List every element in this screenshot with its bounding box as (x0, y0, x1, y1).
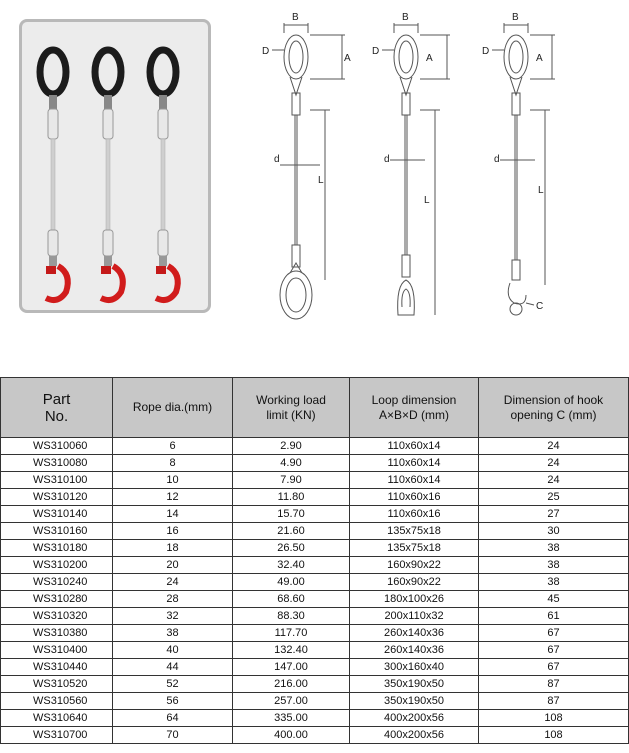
cell-loop: 260x140x36 (350, 642, 479, 659)
cell-part: WS310700 (1, 727, 113, 744)
header-rope-dia (113, 378, 233, 438)
table-row (1, 591, 629, 608)
dimension-letters (262, 12, 544, 312)
cell-hook: 24 (479, 472, 629, 489)
cell-rope: 28 (113, 591, 233, 608)
cell-hook: 38 (479, 574, 629, 591)
cell-rope: 12 (113, 489, 233, 506)
label-l3: L (538, 185, 544, 196)
cell-part: WS310200 (1, 557, 113, 574)
header-load-line2: limit (KN) (266, 407, 316, 422)
cell-load: 4.90 (233, 455, 350, 472)
cell-rope: 20 (113, 557, 233, 574)
cell-part: WS310100 (1, 472, 113, 489)
cell-rope: 8 (113, 455, 233, 472)
cell-rope: 14 (113, 506, 233, 523)
cell-part: WS310560 (1, 693, 113, 710)
cell-loop: 160x90x22 (350, 557, 479, 574)
label-l1: L (318, 175, 324, 186)
header-loop-dimension (350, 378, 479, 438)
table-row (1, 625, 629, 642)
cell-hook: 87 (479, 693, 629, 710)
cell-hook: 108 (479, 727, 629, 744)
cell-loop: 135x75x18 (350, 523, 479, 540)
cell-rope: 64 (113, 710, 233, 727)
cell-part: WS310320 (1, 608, 113, 625)
cell-hook: 87 (479, 676, 629, 693)
table-row (1, 574, 629, 591)
cell-part: WS310280 (1, 591, 113, 608)
cell-hook: 38 (479, 540, 629, 557)
cell-load: 88.30 (233, 608, 350, 625)
table-row (1, 506, 629, 523)
cell-load: 2.90 (233, 438, 350, 455)
table-row (1, 472, 629, 489)
cell-part: WS310640 (1, 710, 113, 727)
cell-hook: 67 (479, 642, 629, 659)
cell-hook: 61 (479, 608, 629, 625)
technical-drawings (250, 5, 580, 330)
header-part-line1: Part (42, 390, 71, 408)
header-loop-line1: Loop dimension (371, 392, 457, 407)
label-rope-d1: d (274, 154, 280, 165)
cell-part: WS310240 (1, 574, 113, 591)
cell-loop: 260x140x36 (350, 625, 479, 642)
table-row (1, 676, 629, 693)
specification-table (0, 377, 629, 744)
cell-hook: 24 (479, 455, 629, 472)
table-row (1, 659, 629, 676)
cell-hook: 67 (479, 659, 629, 676)
cell-load: 400.00 (233, 727, 350, 744)
cell-part: WS310080 (1, 455, 113, 472)
drawing-hook (492, 23, 555, 315)
cell-hook: 24 (479, 438, 629, 455)
cell-part: WS310520 (1, 676, 113, 693)
header-load-line1: Working load (256, 392, 326, 407)
header-working-load (233, 378, 350, 438)
label-d3: D (482, 46, 490, 57)
cell-loop: 110x60x14 (350, 472, 479, 489)
label-rope-d3: d (494, 154, 500, 165)
header-part-no (1, 378, 113, 438)
table-row (1, 727, 629, 744)
sling-with-hook (40, 50, 68, 300)
cell-rope: 32 (113, 608, 233, 625)
cell-rope: 44 (113, 659, 233, 676)
cell-hook: 108 (479, 710, 629, 727)
cell-hook: 27 (479, 506, 629, 523)
cell-part: WS310380 (1, 625, 113, 642)
cell-load: 49.00 (233, 574, 350, 591)
header-loop-line2: A×B×D (mm) (378, 407, 449, 422)
cell-load: 335.00 (233, 710, 350, 727)
cell-load: 132.40 (233, 642, 350, 659)
cell-loop: 400x200x56 (350, 727, 479, 744)
cell-loop: 180x100x26 (350, 591, 479, 608)
label-b2: B (402, 12, 409, 23)
cell-part: WS310120 (1, 489, 113, 506)
cell-part: WS310140 (1, 506, 113, 523)
cell-loop: 135x75x18 (350, 540, 479, 557)
label-d1: D (262, 46, 270, 57)
product-photo (19, 19, 211, 313)
header-hook-line1: Dimension of hook (503, 392, 604, 407)
drawing-double-loop (272, 23, 345, 319)
table-row (1, 608, 629, 625)
table-row (1, 540, 629, 557)
cell-part: WS310440 (1, 659, 113, 676)
cell-hook: 25 (479, 489, 629, 506)
table-row (1, 642, 629, 659)
cell-load: 117.70 (233, 625, 350, 642)
cell-loop: 350x190x50 (350, 676, 479, 693)
cell-rope: 40 (113, 642, 233, 659)
table-row (1, 438, 629, 455)
table-header-row (1, 378, 629, 438)
label-a2: A (426, 53, 433, 64)
cell-rope: 18 (113, 540, 233, 557)
cell-load: 21.60 (233, 523, 350, 540)
table-row (1, 710, 629, 727)
cell-load: 26.50 (233, 540, 350, 557)
cell-load: 257.00 (233, 693, 350, 710)
header-part-line2: No. (44, 407, 69, 425)
header-hook-opening (479, 378, 629, 438)
label-l2: L (424, 195, 430, 206)
label-a3: A (536, 53, 543, 64)
table-row (1, 455, 629, 472)
cell-rope: 6 (113, 438, 233, 455)
cell-rope: 52 (113, 676, 233, 693)
cell-loop: 110x60x14 (350, 438, 479, 455)
cell-loop: 200x110x32 (350, 608, 479, 625)
cell-hook: 45 (479, 591, 629, 608)
cell-loop: 110x60x16 (350, 506, 479, 523)
dimension-diagram (250, 5, 580, 330)
header-hook-line2: opening C (mm) (510, 407, 597, 422)
label-b1: B (292, 12, 299, 23)
cell-loop: 110x60x16 (350, 489, 479, 506)
cell-hook: 38 (479, 557, 629, 574)
cell-load: 32.40 (233, 557, 350, 574)
cell-load: 15.70 (233, 506, 350, 523)
cell-loop: 160x90x22 (350, 574, 479, 591)
label-rope-d2: d (384, 154, 390, 165)
label-c3: C (536, 301, 544, 312)
wire-rope-slings-photo (22, 22, 208, 310)
cell-rope: 56 (113, 693, 233, 710)
table-body (1, 438, 629, 744)
cell-part: WS310180 (1, 540, 113, 557)
cell-rope: 16 (113, 523, 233, 540)
label-b3: B (512, 12, 519, 23)
drawing-thimble-eye (382, 23, 450, 315)
cell-load: 147.00 (233, 659, 350, 676)
cell-loop: 400x200x56 (350, 710, 479, 727)
table-row (1, 489, 629, 506)
cell-loop: 110x60x14 (350, 455, 479, 472)
label-a1: A (344, 53, 351, 64)
cell-hook: 30 (479, 523, 629, 540)
cell-hook: 67 (479, 625, 629, 642)
cell-load: 7.90 (233, 472, 350, 489)
header-rope-dia-label: Rope dia.(mm) (132, 400, 213, 414)
cell-loop: 350x190x50 (350, 693, 479, 710)
cell-load: 216.00 (233, 676, 350, 693)
cell-part: WS310160 (1, 523, 113, 540)
cell-rope: 24 (113, 574, 233, 591)
cell-rope: 10 (113, 472, 233, 489)
cell-part: WS310060 (1, 438, 113, 455)
table-row (1, 557, 629, 574)
cell-load: 11.80 (233, 489, 350, 506)
cell-rope: 70 (113, 727, 233, 744)
label-d2: D (372, 46, 380, 57)
cell-part: WS310400 (1, 642, 113, 659)
cell-load: 68.60 (233, 591, 350, 608)
table-row (1, 523, 629, 540)
cell-rope: 38 (113, 625, 233, 642)
table-row (1, 693, 629, 710)
cell-loop: 300x160x40 (350, 659, 479, 676)
